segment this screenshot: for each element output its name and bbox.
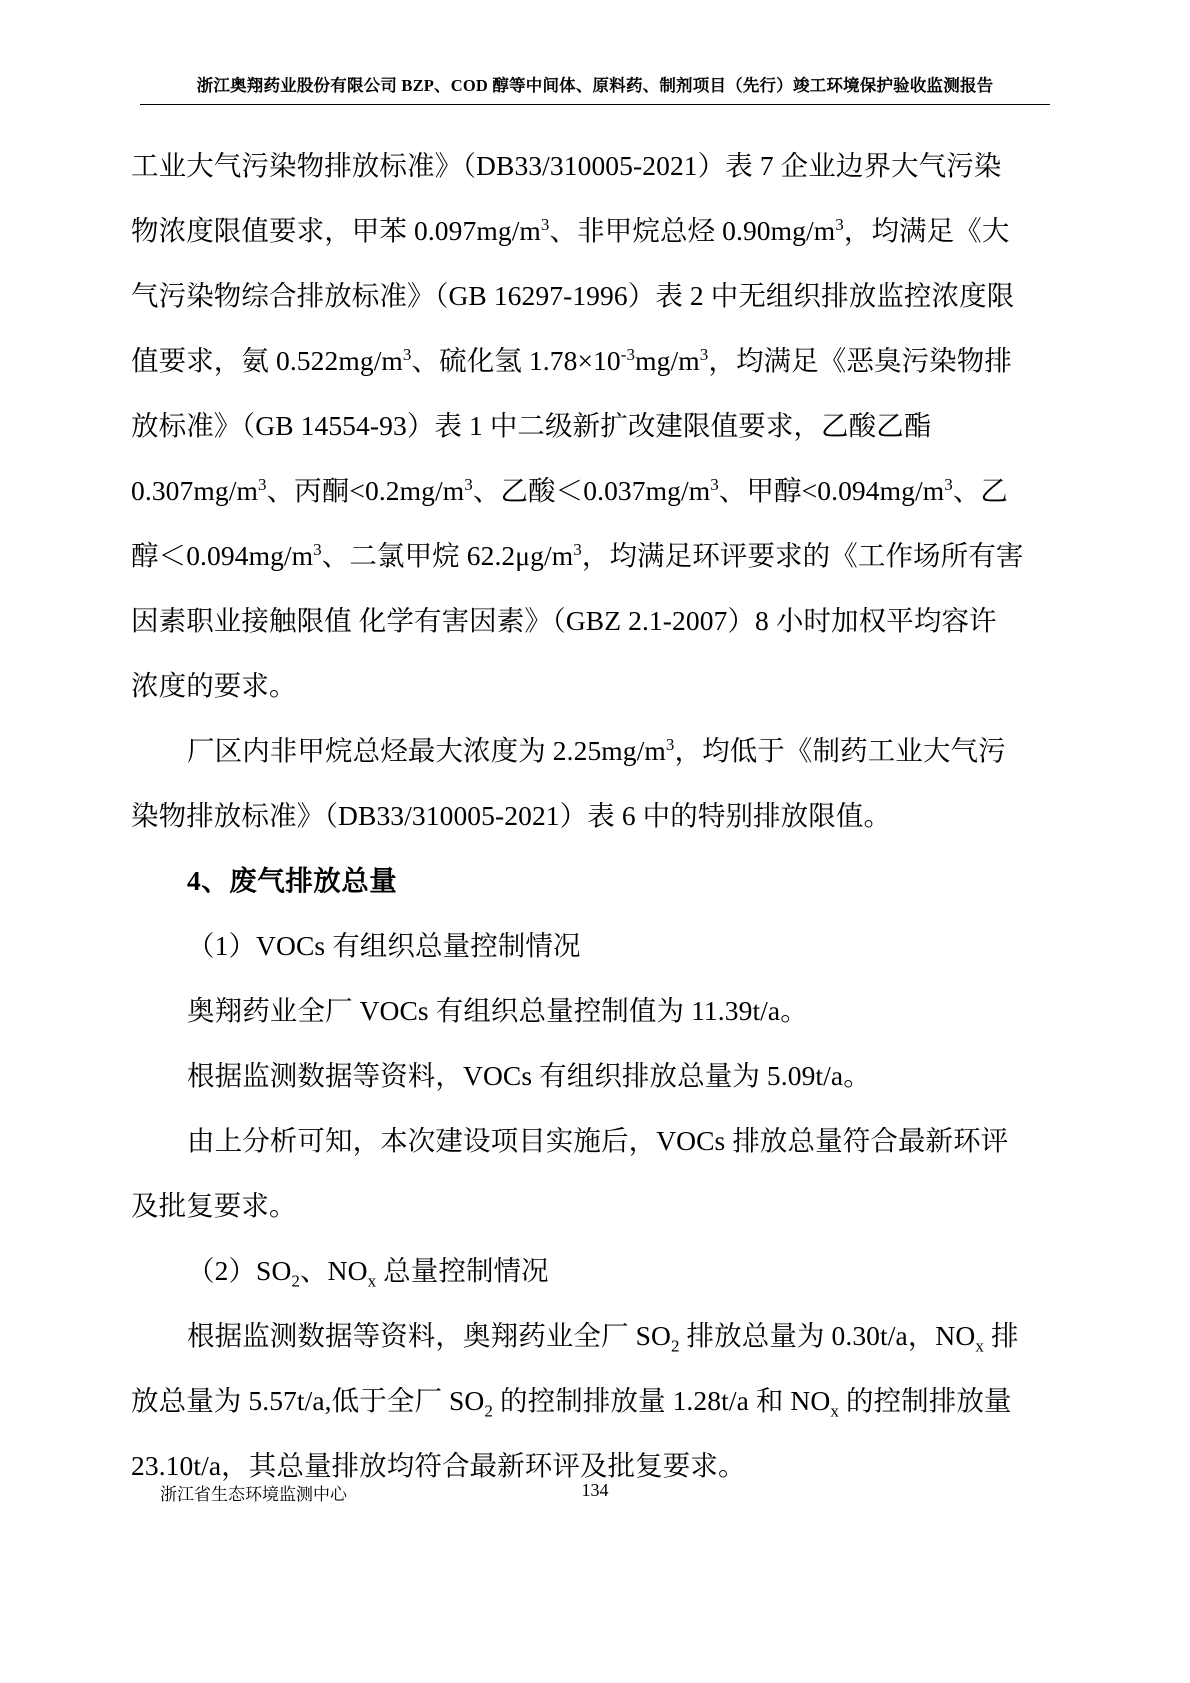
text-run: 因素职业接触限值 化学有害因素》（GBZ 2.1-2007）8 小时加权平均容许 xyxy=(131,605,997,636)
subscript: 2 xyxy=(484,1401,494,1421)
text-run: 、丙酮<0.2mg/m xyxy=(266,475,465,506)
text-run: 、二氯甲烷 62.2μg/m xyxy=(321,540,574,571)
superscript: 3 xyxy=(573,539,582,559)
paragraph-line: （1）VOCs 有组织总量控制情况 xyxy=(187,930,581,961)
text-run: 总量控制情况 xyxy=(376,1255,549,1286)
text-run: 、NO xyxy=(300,1255,368,1286)
text-run: mg/m xyxy=(635,345,700,376)
text-run: 、硫化氢 1.78×10 xyxy=(411,345,621,376)
paragraph-line xyxy=(131,588,1061,653)
text-run: 、甲醇<0.094mg/m xyxy=(718,475,945,506)
subscript: x xyxy=(830,1401,839,1421)
text-run: 、乙 xyxy=(952,475,1009,506)
section-heading-4: 4、废气排放总量 xyxy=(187,865,398,896)
text-run: ，均满足《恶臭污染物排 xyxy=(708,345,1012,376)
paragraph-line: 23.10t/a，其总量排放均符合最新环评及批复要求。 xyxy=(131,1450,746,1481)
paragraph-line xyxy=(131,1303,1061,1368)
document-body xyxy=(131,133,1061,1498)
superscript: 3 xyxy=(402,344,412,364)
text-run: 工业大气污染物排放标准》（DB33/310005-2021）表 7 企业边界大气污染 xyxy=(131,150,1002,181)
subscript: 2 xyxy=(670,1336,680,1356)
paragraph-line xyxy=(131,198,1061,263)
paragraph-line: 根据监测数据等资料，VOCs 有组织排放总量为 5.09t/a。 xyxy=(187,1060,871,1091)
footer-organization: 浙江省生态环境监测中心 xyxy=(160,1485,347,1504)
text-run: 厂区内非甲烷总烃最大浓度为 2.25mg/m xyxy=(187,735,666,766)
paragraph-line xyxy=(131,393,1061,458)
text-run: 的控制排放量 xyxy=(838,1385,1012,1416)
text-run: 放标准》（GB 14554-93）表 1 中二级新扩改建限值要求，乙酸乙酯 xyxy=(131,410,932,441)
paragraph-line xyxy=(131,458,1061,523)
paragraph-line xyxy=(131,133,1061,198)
superscript: 3 xyxy=(313,539,322,559)
subscript: x xyxy=(367,1271,377,1291)
text-run: 物浓度限值要求，甲苯 0.097mg/m xyxy=(131,215,541,246)
paragraph-line xyxy=(131,1368,1061,1433)
text-run: 排放总量为 0.30t/a，NO xyxy=(679,1320,976,1351)
text-run: 0.307mg/m xyxy=(131,475,258,506)
text-run: 放总量为 5.57t/a,低于全厂 SO xyxy=(131,1385,485,1416)
text-run: 醇＜0.094mg/m xyxy=(131,540,314,571)
superscript: 3 xyxy=(665,734,675,754)
text-run: 气污染物综合排放标准》（GB 16297-1996）表 2 中无组织排放监控浓度限 xyxy=(131,280,1015,311)
paragraph-line xyxy=(131,718,1061,783)
paragraph-line xyxy=(131,328,1061,393)
superscript: 3 xyxy=(257,474,267,494)
paragraph-line xyxy=(131,1238,1061,1303)
superscript: 3 xyxy=(540,214,550,234)
subscript: x xyxy=(975,1336,984,1356)
text-run: 根据监测数据等资料，奥翔药业全厂 SO xyxy=(187,1320,671,1351)
paragraph-line xyxy=(131,523,1061,588)
paragraph-line: 由上分析可知，本次建设项目实施后，VOCs 排放总量符合最新环评 xyxy=(187,1125,1009,1156)
text-run: ，均低于《制药工业大气污 xyxy=(674,735,1006,766)
text-run: （2）SO xyxy=(187,1255,292,1286)
footer-page-number: 134 xyxy=(581,1480,609,1500)
paragraph-line xyxy=(131,263,1061,328)
paragraph-line: 奥翔药业全厂 VOCs 有组织总量控制值为 11.39t/a。 xyxy=(187,995,808,1026)
superscript: 3 xyxy=(464,474,473,494)
text-run: 浓度的要求。 xyxy=(131,670,297,701)
text-run: 的控制排放量 1.28t/a 和 NO xyxy=(493,1385,831,1416)
paragraph-line: 及批复要求。 xyxy=(131,1190,297,1221)
header-divider xyxy=(140,104,1050,105)
superscript: 3 xyxy=(835,214,844,234)
subscript: 2 xyxy=(291,1271,301,1291)
text-run: 、非甲烷总烃 0.90mg/m xyxy=(549,215,836,246)
text-run: 排 xyxy=(983,1320,1019,1351)
page-header: 浙江奥翔药业股份有限公司 BZP、COD 醇等中间体、原料药、制剂项目（先行）竣工环境保护验收监测报告 xyxy=(196,76,994,95)
superscript: 3 xyxy=(699,344,709,364)
text-run: ，均满足《大 xyxy=(843,215,1010,246)
paragraph-line xyxy=(131,653,1061,718)
paragraph-line xyxy=(131,783,1061,848)
superscript: 3 xyxy=(944,474,953,494)
text-run: 、乙酸＜0.037mg/m xyxy=(472,475,711,506)
superscript: -3 xyxy=(620,344,636,364)
text-run: ，均满足环评要求的《工作场所有害 xyxy=(581,540,1024,571)
text-run: 染物排放标准》（DB33/310005-2021）表 6 中的特别排放限值。 xyxy=(131,800,892,831)
superscript: 3 xyxy=(710,474,719,494)
text-run: 值要求，氨 0.522mg/m xyxy=(131,345,403,376)
